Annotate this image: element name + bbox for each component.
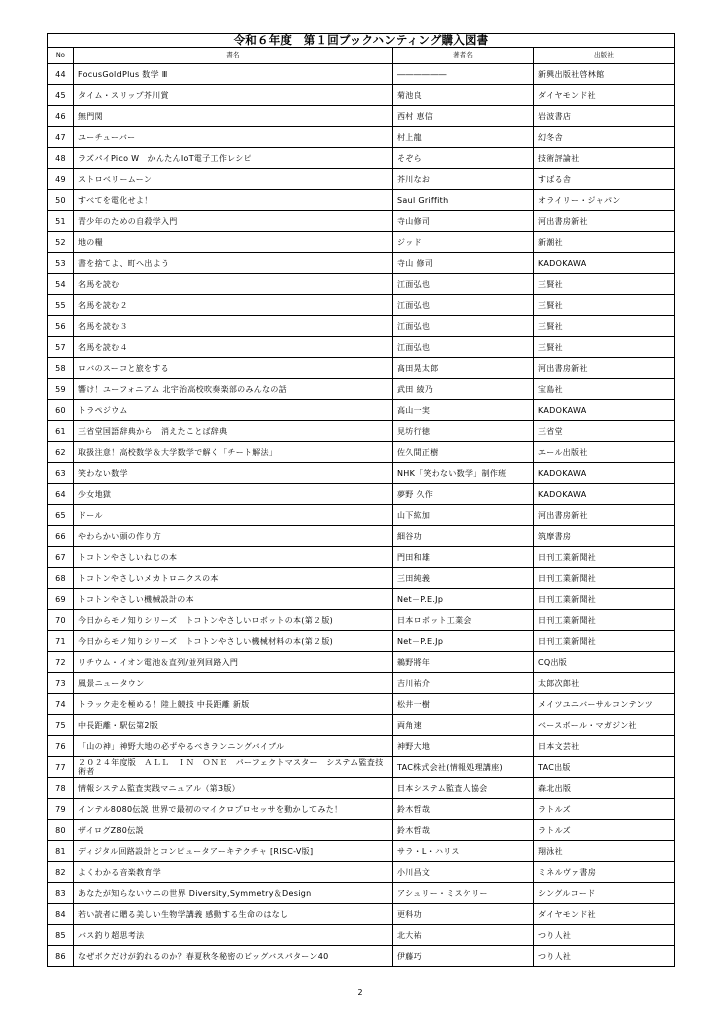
table-row [48, 652, 675, 673]
table-row [48, 778, 675, 799]
table-row [48, 379, 675, 400]
cell-author: Net－P.E.Jp [393, 631, 534, 651]
cell-author: NHK「笑わない数学」制作班 [393, 463, 534, 483]
cell-no: 59 [48, 379, 74, 399]
cell-no: 86 [48, 946, 74, 966]
cell-publisher: 三賢社 [534, 337, 675, 357]
cell-book-title: トラペジウム [74, 400, 393, 420]
table-row [48, 715, 675, 736]
cell-publisher: TAC出版 [534, 757, 675, 777]
cell-book-title: すべてを電化せよ！ [74, 190, 393, 210]
cell-author: 三田純義 [393, 568, 534, 588]
cell-author: 西村 恵信 [393, 106, 534, 126]
table-row [48, 589, 675, 610]
cell-book-title: 中長距離・駅伝第2版 [74, 715, 393, 735]
cell-publisher: 技術評論社 [534, 148, 675, 168]
cell-publisher: 三賢社 [534, 274, 675, 294]
cell-no: 77 [48, 757, 74, 777]
table-row [48, 295, 675, 316]
cell-publisher: ラトルズ [534, 799, 675, 819]
cell-no: 67 [48, 547, 74, 567]
table-row [48, 946, 675, 967]
cell-no: 55 [48, 295, 74, 315]
page-title: 令和６年度 第１回ブックハンティング購入図書 [48, 34, 675, 47]
cell-no: 49 [48, 169, 74, 189]
table-row [48, 736, 675, 757]
table-row [48, 799, 675, 820]
cell-author: Net－P.E.Jp [393, 589, 534, 609]
table-row [48, 925, 675, 946]
cell-author: 神野大地 [393, 736, 534, 756]
table-row [48, 190, 675, 211]
table-row [48, 169, 675, 190]
cell-no: 68 [48, 568, 74, 588]
cell-author: 吉川祐介 [393, 673, 534, 693]
table-row [48, 505, 675, 526]
cell-publisher: 河出書房新社 [534, 211, 675, 231]
cell-no: 53 [48, 253, 74, 273]
table-row [48, 463, 675, 484]
cell-no: 64 [48, 484, 74, 504]
table-row [48, 673, 675, 694]
cell-no: 63 [48, 463, 74, 483]
table-row [48, 757, 675, 778]
cell-publisher: ベースボール・マガジン社 [534, 715, 675, 735]
cell-book-title: 無門関 [74, 106, 393, 126]
cell-author: 門田和雄 [393, 547, 534, 567]
cell-publisher: 日本文芸社 [534, 736, 675, 756]
cell-no: 45 [48, 85, 74, 105]
cell-author: 佐久間正樹 [393, 442, 534, 462]
cell-book-title: トコトンやさしい機械設計の本 [74, 589, 393, 609]
table-row [48, 211, 675, 232]
cell-author: 見坊行徳 [393, 421, 534, 441]
cell-book-title: 三省堂国語辞典から 消えたことば辞典 [74, 421, 393, 441]
cell-book-title: ディジタル回路設計とコンピュータアーキテクチャ [RISC-V版] [74, 841, 393, 861]
cell-book-title: インテル8080伝説 世界で最初のマイクロプロセッサを動かしてみた！ [74, 799, 393, 819]
table-row [48, 610, 675, 631]
cell-book-title: トコトンやさしいねじの本 [74, 547, 393, 567]
table-row [48, 337, 675, 358]
cell-no: 82 [48, 862, 74, 882]
cell-no: 44 [48, 64, 74, 84]
cell-author: そぞら [393, 148, 534, 168]
cell-publisher: KADOKAWA [534, 400, 675, 420]
cell-author: 伊藤巧 [393, 946, 534, 966]
cell-author: 寺山修司 [393, 211, 534, 231]
cell-author: 村上龍 [393, 127, 534, 147]
table-row [48, 841, 675, 862]
table-row [48, 484, 675, 505]
cell-author: 江面弘也 [393, 295, 534, 315]
table-row [48, 568, 675, 589]
cell-publisher: 河出書房新社 [534, 505, 675, 525]
table-row [48, 274, 675, 295]
cell-book-title: ２０２４年度版 ＡＬＬ ＩＮ ＯＮＥ パーフェクトマスター システム監査技術者 [74, 757, 393, 777]
cell-no: 84 [48, 904, 74, 924]
cell-book-title: 青少年のための自殺学入門 [74, 211, 393, 231]
cell-author: Saul Griffith [393, 190, 534, 210]
cell-no: 56 [48, 316, 74, 336]
table-row [48, 904, 675, 925]
cell-publisher: つり人社 [534, 925, 675, 945]
cell-author: 鈴木哲哉 [393, 799, 534, 819]
cell-publisher: 日刊工業新聞社 [534, 547, 675, 567]
cell-publisher: メイツユニバーサルコンテンツ [534, 694, 675, 714]
table-row [48, 631, 675, 652]
cell-no: 79 [48, 799, 74, 819]
page-number: 2 [357, 988, 363, 997]
cell-no: 81 [48, 841, 74, 861]
table-row [48, 547, 675, 568]
table-row [48, 64, 675, 85]
table-row [48, 253, 675, 274]
cell-book-title: タイム・スリップ芥川賞 [74, 85, 393, 105]
table-body [48, 64, 675, 967]
cell-no: 78 [48, 778, 74, 798]
cell-publisher: オライリー・ジャパン [534, 190, 675, 210]
cell-publisher: 日刊工業新聞社 [534, 589, 675, 609]
cell-book-title: リチウム・イオン電池＆直列/並列回路入門 [74, 652, 393, 672]
table-row [48, 820, 675, 841]
cell-book-title: 名馬を読む３ [74, 316, 393, 336]
cell-book-title: 取扱注意！高校数学＆大学数学で解く「チート解法」 [74, 442, 393, 462]
cell-no: 69 [48, 589, 74, 609]
book-list-table [47, 33, 675, 967]
table-row [48, 316, 675, 337]
cell-book-title: ロバのスーコと旅をする [74, 358, 393, 378]
cell-no: 76 [48, 736, 74, 756]
cell-no: 72 [48, 652, 74, 672]
cell-author: 更科功 [393, 904, 534, 924]
cell-no: 66 [48, 526, 74, 546]
table-row [48, 526, 675, 547]
table-row [48, 358, 675, 379]
cell-author: 江面弘也 [393, 274, 534, 294]
cell-publisher: ダイヤモンド社 [534, 904, 675, 924]
cell-author: 武田 綾乃 [393, 379, 534, 399]
cell-book-title: 少女地獄 [74, 484, 393, 504]
table-row [48, 127, 675, 148]
cell-no: 46 [48, 106, 74, 126]
cell-publisher: 岩波書店 [534, 106, 675, 126]
cell-no: 62 [48, 442, 74, 462]
cell-publisher: 新興出版社啓林館 [534, 64, 675, 84]
cell-book-title: 風景ニュータウン [74, 673, 393, 693]
cell-publisher: ラトルズ [534, 820, 675, 840]
header-book-title: 書名 [74, 48, 393, 63]
cell-book-title: トラック走を極める！陸上競技 中長距離 新版 [74, 694, 393, 714]
cell-no: 54 [48, 274, 74, 294]
header-row [48, 48, 675, 64]
cell-author: 日本システム監査人協会 [393, 778, 534, 798]
cell-book-title: 今日からモノ知りシリーズ トコトンやさしいロボットの本(第２版) [74, 610, 393, 630]
cell-no: 47 [48, 127, 74, 147]
cell-book-title: 「山の神」神野大地の必ずやるべきランニングバイブル [74, 736, 393, 756]
cell-publisher: エール出版社 [534, 442, 675, 462]
cell-publisher: KADOKAWA [534, 463, 675, 483]
cell-publisher: 日刊工業新聞社 [534, 631, 675, 651]
cell-no: 71 [48, 631, 74, 651]
cell-no: 83 [48, 883, 74, 903]
cell-author: 鵜野將年 [393, 652, 534, 672]
cell-book-title: ドール [74, 505, 393, 525]
cell-book-title: バス釣り超思考法 [74, 925, 393, 945]
table-row [48, 862, 675, 883]
cell-no: 50 [48, 190, 74, 210]
header-no: No [48, 48, 74, 63]
cell-author: 小川昌文 [393, 862, 534, 882]
cell-book-title: 若い読者に贈る美しい生物学講義 感動する生命のはなし [74, 904, 393, 924]
cell-publisher: 日刊工業新聞社 [534, 568, 675, 588]
cell-author: 高山一実 [393, 400, 534, 420]
cell-author: 鈴木哲哉 [393, 820, 534, 840]
cell-book-title: なぜボクだけが釣れるのか？春夏秋冬秘密のビッグバスパターン40 [74, 946, 393, 966]
cell-book-title: 笑わない数学 [74, 463, 393, 483]
cell-author: 両角速 [393, 715, 534, 735]
cell-publisher: 宝島社 [534, 379, 675, 399]
table-row [48, 106, 675, 127]
cell-book-title: よくわかる音楽教育学 [74, 862, 393, 882]
cell-author: 寺山 修司 [393, 253, 534, 273]
cell-no: 52 [48, 232, 74, 252]
cell-publisher: 翔泳社 [534, 841, 675, 861]
cell-publisher: KADOKAWA [534, 484, 675, 504]
cell-author: 菊池良 [393, 85, 534, 105]
cell-no: 75 [48, 715, 74, 735]
cell-publisher: KADOKAWA [534, 253, 675, 273]
cell-publisher: 新潮社 [534, 232, 675, 252]
cell-book-title: 情報システム監査実践マニュアル（第3版） [74, 778, 393, 798]
cell-publisher: 筑摩書房 [534, 526, 675, 546]
cell-no: 48 [48, 148, 74, 168]
cell-publisher: 三賢社 [534, 295, 675, 315]
cell-book-title: 名馬を読む [74, 274, 393, 294]
cell-publisher: CQ出版 [534, 652, 675, 672]
cell-book-title: 今日からモノ知りシリーズ トコトンやさしい機械材料の本(第２版) [74, 631, 393, 651]
cell-author: アシュリー・ミスケリー [393, 883, 534, 903]
cell-author: 夢野 久作 [393, 484, 534, 504]
cell-book-title: ストロベリームーン [74, 169, 393, 189]
cell-no: 60 [48, 400, 74, 420]
header-publisher: 出版社 [534, 48, 675, 63]
table-row [48, 232, 675, 253]
table-row [48, 883, 675, 904]
cell-publisher: すばる舎 [534, 169, 675, 189]
cell-book-title: 名馬を読む４ [74, 337, 393, 357]
table-row [48, 694, 675, 715]
cell-book-title: 響け！ユーフォニアム 北宇治高校吹奏楽部のみんなの話 [74, 379, 393, 399]
cell-no: 61 [48, 421, 74, 441]
cell-no: 65 [48, 505, 74, 525]
cell-publisher: 森北出版 [534, 778, 675, 798]
cell-publisher: 幻冬舎 [534, 127, 675, 147]
cell-no: 70 [48, 610, 74, 630]
cell-publisher: ダイヤモンド社 [534, 85, 675, 105]
cell-publisher: シングルコード [534, 883, 675, 903]
cell-no: 57 [48, 337, 74, 357]
cell-author: 江面弘也 [393, 337, 534, 357]
cell-author: サラ・L・ハリス [393, 841, 534, 861]
cell-author: ―――――― [393, 64, 534, 84]
cell-no: 51 [48, 211, 74, 231]
cell-author: ジッド [393, 232, 534, 252]
cell-no: 85 [48, 925, 74, 945]
cell-author: 松井一樹 [393, 694, 534, 714]
cell-book-title: FocusGoldPlus 数学 Ⅲ [74, 64, 393, 84]
cell-publisher: 三賢社 [534, 316, 675, 336]
cell-author: 北大祐 [393, 925, 534, 945]
table-row [48, 421, 675, 442]
table-row [48, 400, 675, 421]
cell-author: 細谷功 [393, 526, 534, 546]
table-row [48, 148, 675, 169]
cell-no: 74 [48, 694, 74, 714]
cell-book-title: ラズパイPico W かんたんIoT電子工作レシピ [74, 148, 393, 168]
table-row [48, 442, 675, 463]
cell-book-title: あなたが知らないウニの世界 Diversity,Symmetry＆Design [74, 883, 393, 903]
cell-publisher: 太郎次郎社 [534, 673, 675, 693]
cell-book-title: 書を捨てよ、町へ出よう [74, 253, 393, 273]
cell-no: 58 [48, 358, 74, 378]
cell-publisher: つり人社 [534, 946, 675, 966]
cell-book-title: やわらかい頭の作り方 [74, 526, 393, 546]
cell-book-title: トコトンやさしいメカトロニクスの本 [74, 568, 393, 588]
cell-author: TAC株式会社(情報処理講座) [393, 757, 534, 777]
cell-author: 日本ロボット工業会 [393, 610, 534, 630]
cell-book-title: 名馬を読む２ [74, 295, 393, 315]
header-author: 著者名 [393, 48, 534, 63]
cell-no: 80 [48, 820, 74, 840]
cell-publisher: 三省堂 [534, 421, 675, 441]
cell-author: 山下紘加 [393, 505, 534, 525]
cell-author: 髙田晃太郎 [393, 358, 534, 378]
cell-author: 芥川なお [393, 169, 534, 189]
cell-book-title: 地の糧 [74, 232, 393, 252]
cell-book-title: ユーチューバー [74, 127, 393, 147]
cell-no: 73 [48, 673, 74, 693]
cell-publisher: 日刊工業新聞社 [534, 610, 675, 630]
title-row [48, 34, 675, 48]
table-row [48, 85, 675, 106]
cell-publisher: 河出書房新社 [534, 358, 675, 378]
cell-author: 江面弘也 [393, 316, 534, 336]
cell-book-title: ザイログZ80伝説 [74, 820, 393, 840]
cell-publisher: ミネルヴァ書房 [534, 862, 675, 882]
